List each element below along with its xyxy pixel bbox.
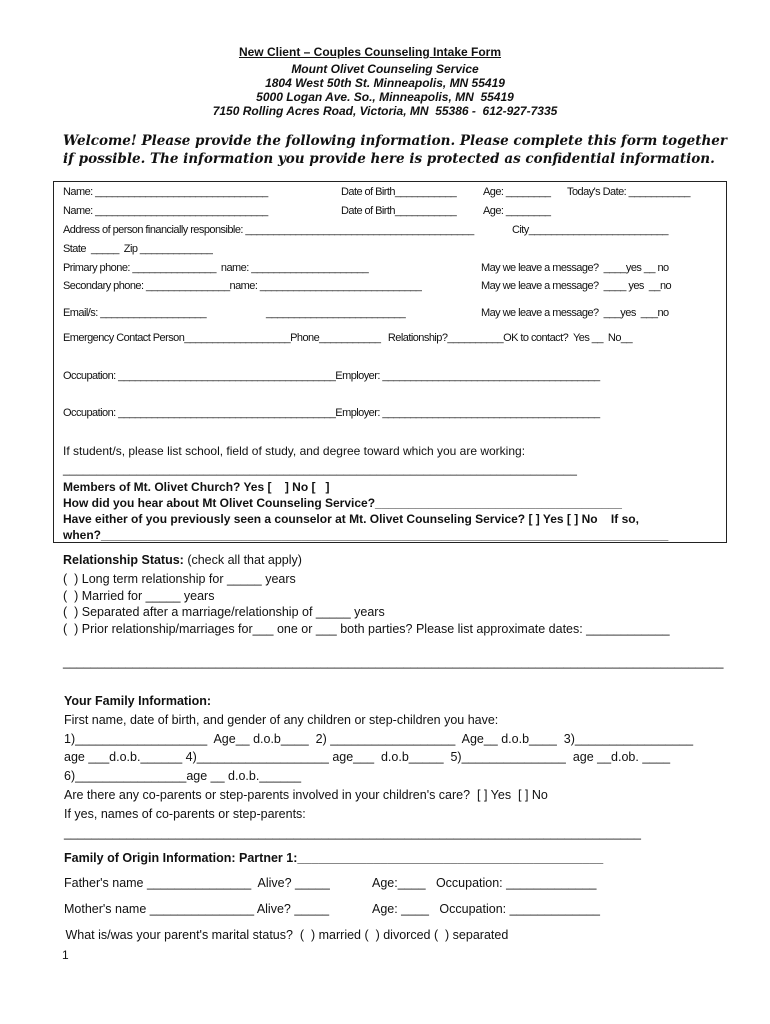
father-age-occupation-field[interactable]: Age:____ Occupation: _____________ — [372, 876, 597, 890]
page-number: 1 — [62, 948, 69, 962]
city-field[interactable]: City_________________________ — [512, 224, 668, 236]
dob-field-2[interactable]: Date of Birth___________ — [341, 205, 457, 217]
previous-counselor-question[interactable]: Have either of you previously seen a counselor at Mt. Olivet Counseling Service? [ ] Yes [ ] No If so, — [63, 512, 639, 526]
primary-message-option[interactable]: May we leave a message? ____yes __ no — [481, 262, 669, 274]
emails-field[interactable]: Email/s: ___________________ — [63, 307, 207, 319]
address-line-1: 1804 West 50th St. Minneapolis, MN 55419 — [265, 76, 505, 90]
children-row-1[interactable]: 1)___________________ Age__ d.o.b____ 2) __________________ Age__ d.o.b____ 3)_________________ — [64, 732, 694, 746]
children-row-2[interactable]: age ___d.o.b.______ 4)___________________ age___ d.o.b_____ 5)_______________ age __d.ob. ____ — [64, 750, 671, 764]
occupation-employer-field-2[interactable]: Occupation: _______________________________________Employer: _______________________________________ — [63, 407, 600, 419]
age-field-2[interactable]: Age: ________ — [483, 205, 551, 217]
org-name: Mount Olivet Counseling Service — [291, 62, 479, 76]
family-origin-heading[interactable]: Family of Origin Information: Partner 1:____________________________________________ — [64, 851, 604, 865]
relationship-option-long-term[interactable]: ( ) Long term relationship for _____ years — [63, 572, 296, 586]
family-info-heading: Your Family Information: — [64, 694, 211, 708]
welcome-line-1: Welcome! Please provide the following information. Please complete this form together — [63, 133, 727, 149]
secondary-phone-field[interactable]: Secondary phone: _______________name: _____________________________ — [63, 280, 422, 292]
church-members-question[interactable]: Members of Mt. Olivet Church? Yes [ ] No [ ] — [63, 480, 330, 494]
father-info-field[interactable]: Father's name _______________ Alive? _____ — [64, 876, 330, 890]
coparents-question[interactable]: Are there any co-parents or step-parents involved in your children's care? [ ] Yes [ ] No — [64, 788, 548, 802]
state-zip-field[interactable]: State _____ Zip _____________ — [63, 243, 213, 255]
emergency-contact-field[interactable]: Emergency Contact Person___________________Phone___________ Relationship?__________OK to contact? Yes __ No__ — [63, 332, 633, 344]
form-title: New Client – Couples Counseling Intake Form — [238, 45, 502, 59]
dob-field-1[interactable]: Date of Birth___________ — [341, 186, 457, 198]
relationship-status-label: Relationship Status: — [63, 553, 184, 567]
previous-counselor-when[interactable]: when?_____________________________________________________________________________________ — [63, 528, 669, 542]
relationship-option-married[interactable]: ( ) Married for _____ years — [63, 589, 215, 603]
students-answer-line[interactable]: _____________________________________________________________________________ — [63, 462, 577, 476]
todays-date-field[interactable]: Today's Date: ___________ — [567, 186, 690, 198]
relationship-status-note: (check all that apply) — [183, 553, 302, 567]
primary-phone-field[interactable]: Primary phone: _______________ name: _____________________ — [63, 262, 369, 274]
address-line-3: 7150 Rolling Acres Road, Victoria, MN 55386 - 612-927-7335 — [212, 104, 558, 118]
coparents-names-line[interactable]: ___________________________________________________________________________________ — [64, 826, 642, 840]
welcome-line-2: if possible. The information you provide here is protected as confidential information. — [63, 151, 715, 167]
relationship-dates-line[interactable]: _______________________________________________________________________________________________ — [63, 655, 724, 669]
relationship-option-prior[interactable]: ( ) Prior relationship/marriages for___ one or ___ both parties? Please list approximate dates: ____________ — [63, 622, 670, 636]
students-prompt: If student/s, please list school, field of study, and degree toward which you are working: — [63, 444, 526, 458]
name-field-1[interactable]: Name: _______________________________ — [63, 186, 268, 198]
address-line-2: 5000 Logan Ave. So., Minneapolis, MN 55419 — [256, 90, 514, 104]
referral-source-field[interactable]: How did you hear about Mt Olivet Counseling Service?_____________________________________ — [63, 496, 622, 510]
children-intro: First name, date of birth, and gender of any children or step-children you have: — [64, 713, 499, 727]
emails-field-second[interactable]: _________________________ — [266, 307, 406, 319]
occupation-employer-field-1[interactable]: Occupation: _______________________________________Employer: _______________________________________ — [63, 370, 600, 382]
secondary-message-option[interactable]: May we leave a message? ____ yes __no — [481, 280, 672, 292]
emails-message-option[interactable]: May we leave a message? ___yes ___no — [481, 307, 669, 319]
mother-age-occupation-field[interactable]: Age: ____ Occupation: _____________ — [372, 902, 600, 916]
relationship-option-separated[interactable]: ( ) Separated after a marriage/relationship of _____ years — [63, 605, 385, 619]
age-field-1[interactable]: Age: ________ — [483, 186, 551, 198]
address-field[interactable]: Address of person financially responsible: _________________________________________ — [63, 224, 474, 236]
parents-marital-status-question[interactable]: What is/was your parent's marital status? ( ) married ( ) divorced ( ) separated — [62, 928, 509, 942]
relationship-status-heading — [63, 553, 302, 567]
mother-info-field[interactable]: Mother's name _______________ Alive? _____ — [64, 902, 330, 916]
children-row-3[interactable]: 6)________________age __ d.o.b.______ — [64, 769, 302, 783]
name-field-2[interactable]: Name: _______________________________ — [63, 205, 268, 217]
coparents-names-label: If yes, names of co-parents or step-parents: — [64, 807, 306, 821]
